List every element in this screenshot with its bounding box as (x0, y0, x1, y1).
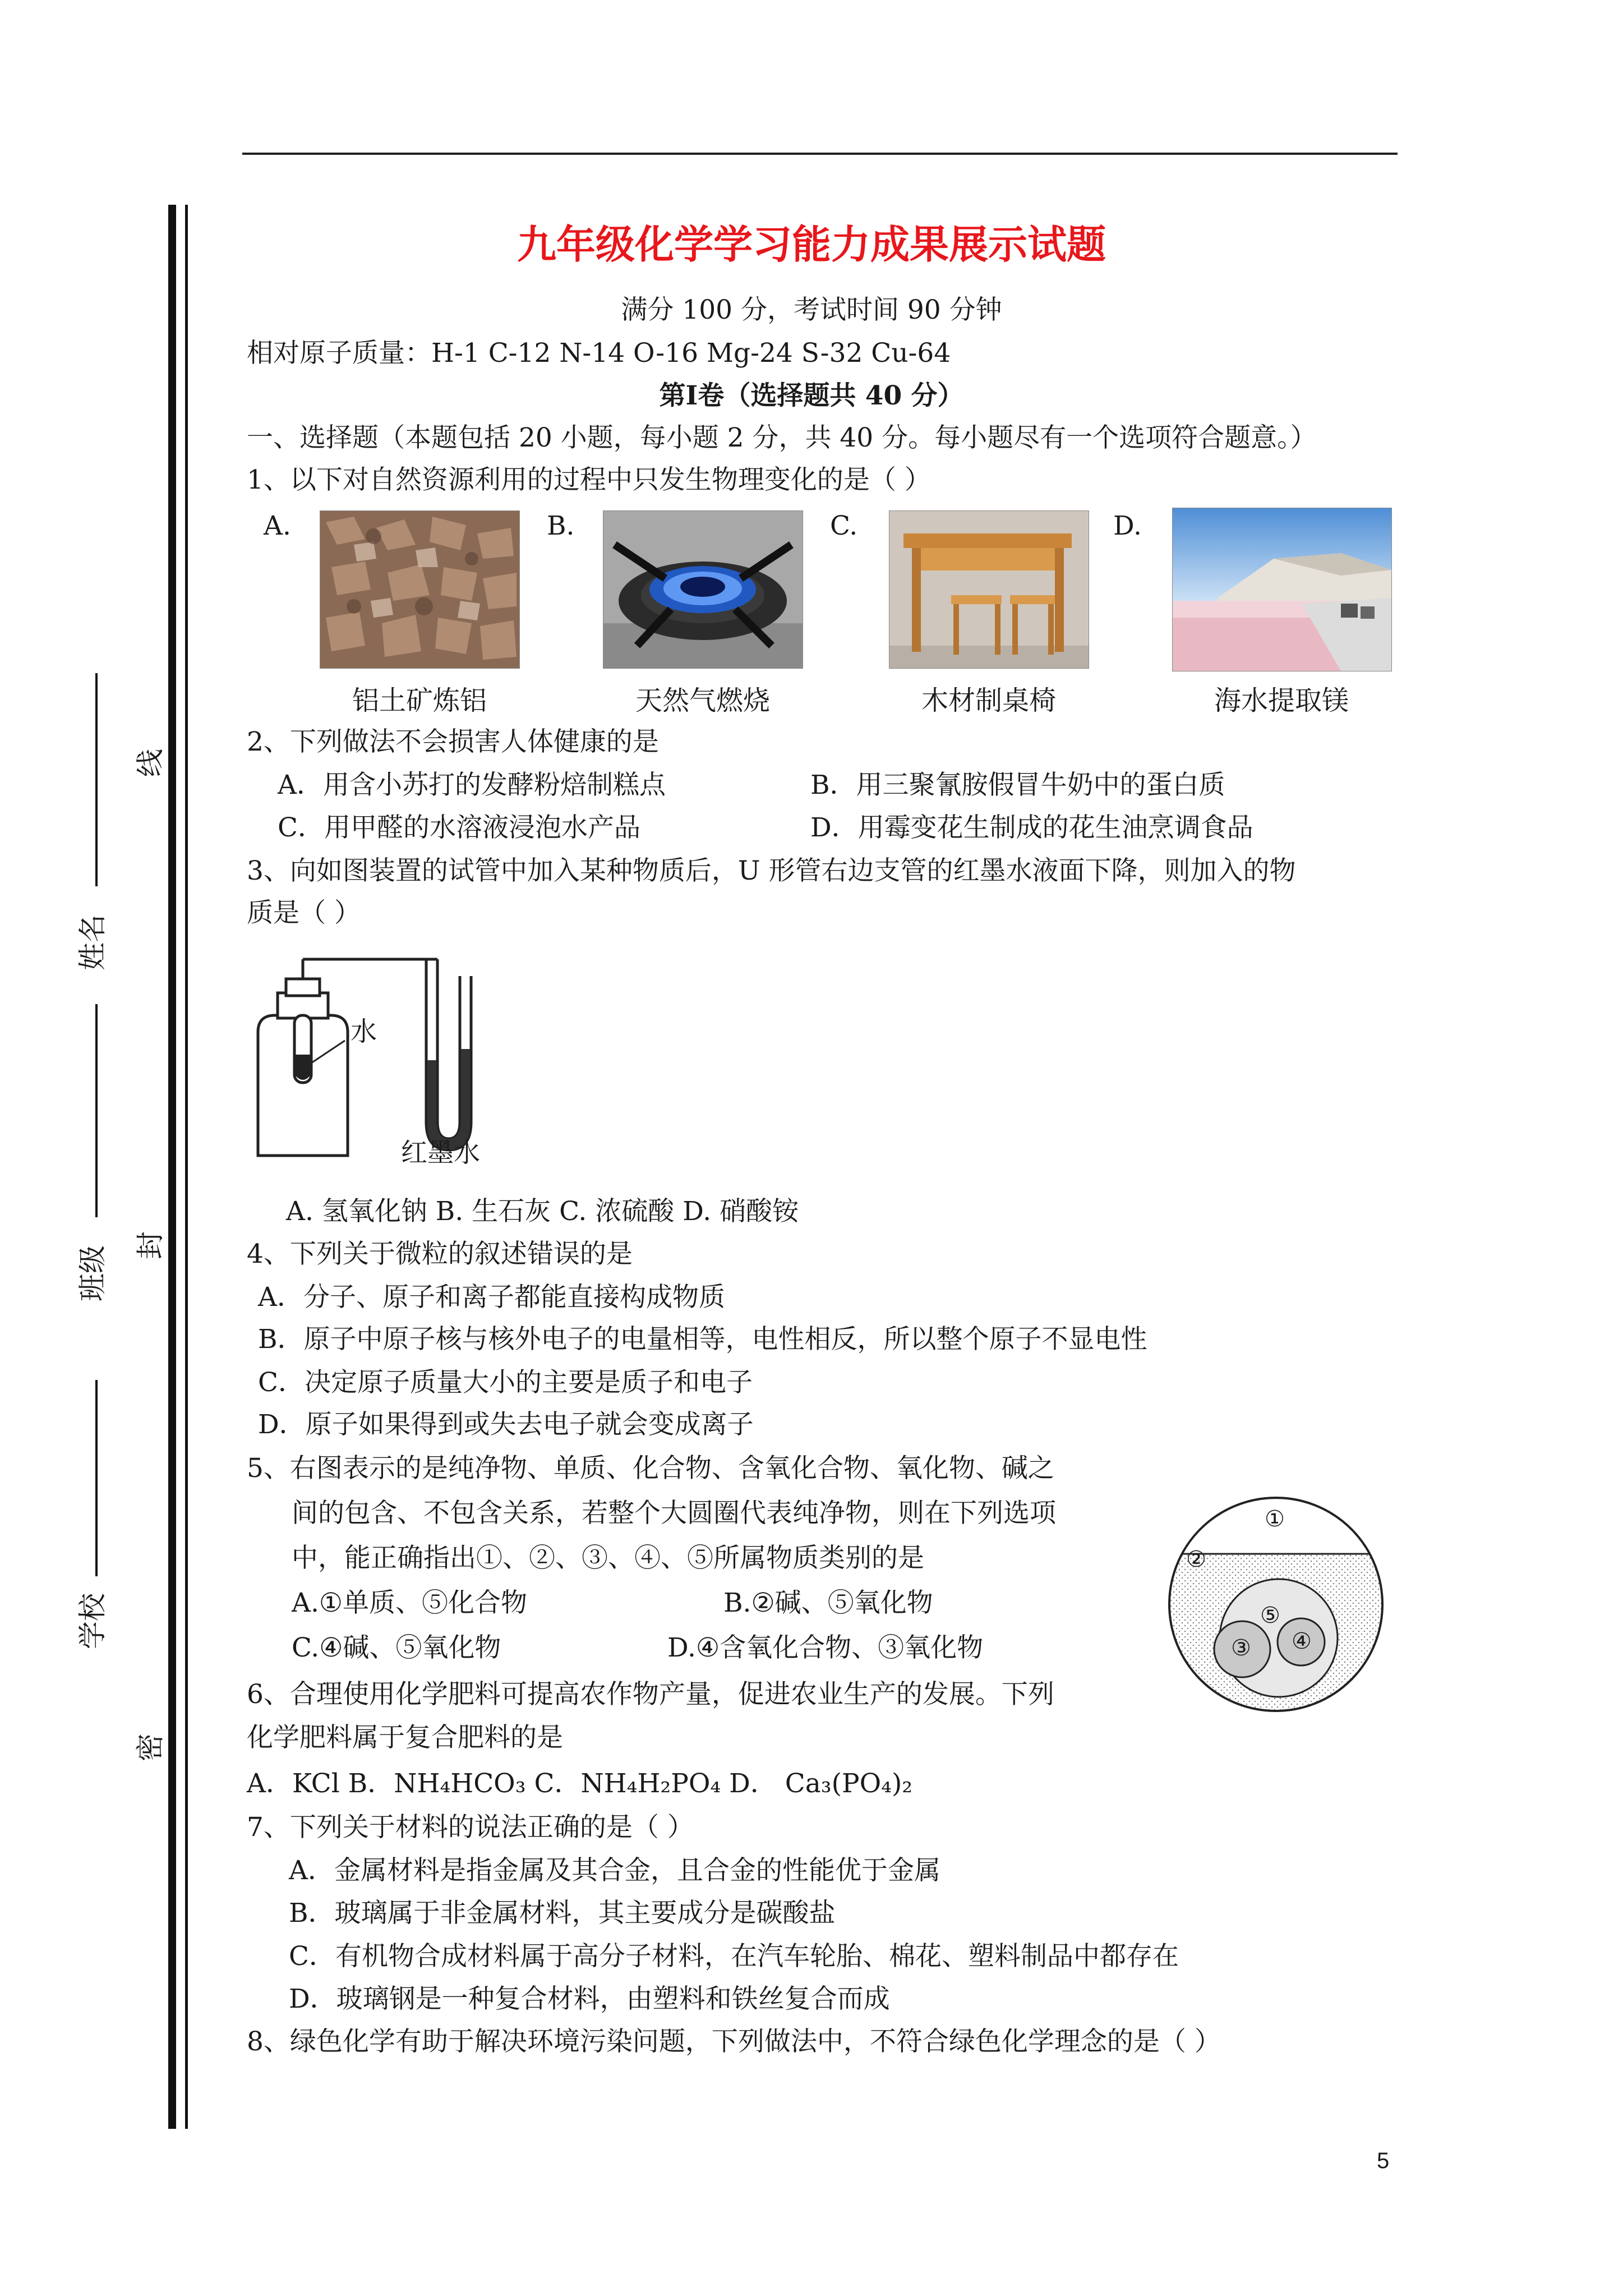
q1-caption-a: 铝土矿炼铝 (352, 685, 487, 716)
q7-option-a: A．金属材料是指金属及其合金，且合金的性能优于金属 (289, 1855, 940, 1886)
q4-option-c: C．决定原子质量大小的主要是质子和电子 (258, 1367, 753, 1398)
q1-option-a-letter: A. (264, 510, 291, 541)
section-title: 第Ⅰ卷（选择题共 40 分） (659, 380, 964, 411)
q3-stem-line1: 3、向如图装置的试管中加入某种物质后，U 形管右边支管的红墨水液面下降，则加入的物 (247, 855, 1296, 886)
q1-option-c-letter: C. (830, 510, 858, 541)
q7-option-c: C．有机物合成材料属于高分子材料，在汽车轮胎、棉花、塑料制品中都存在 (289, 1941, 1179, 1972)
q5-stem-line3: 中，能正确指出①、②、③、④、⑤所属物质类别的是 (292, 1543, 924, 1573)
q6-stem-line1: 6、合理使用化学肥料可提高农作物产量，促进农业生产的发展。下列 (247, 1679, 1054, 1710)
q3-label-red-ink: 红墨水 (401, 1138, 480, 1168)
header-rule (242, 153, 1398, 155)
q7-stem: 7、下列关于材料的说法正确的是（ ） (247, 1812, 694, 1843)
q4-option-a: A．分子、原子和离子都能直接构成物质 (258, 1282, 725, 1313)
seal-char: 封 (134, 1231, 167, 1259)
binding-rule-thick (168, 205, 176, 2129)
q6-stem-line2: 化学肥料属于复合肥料的是 (247, 1722, 563, 1753)
q5-stem-line1: 5、右图表示的是纯净物、单质、化合物、含氧化合物、氧化物、碱之 (247, 1453, 1054, 1484)
gas-flame-photo (603, 510, 803, 669)
q5-option-d: D.④含氧化合物、③氧化物 (667, 1632, 984, 1663)
q2-stem: 2、下列做法不会损害人体健康的是 (247, 726, 659, 757)
atomic-mass: 相对原子质量：H-1 C-12 N-14 O-16 Mg-24 S-32 Cu-64 (247, 338, 951, 369)
school-blank (95, 1380, 98, 1576)
q1-option-b-letter: B. (547, 510, 575, 541)
line-char: 线 (134, 749, 167, 777)
q4-option-d: D．原子如果得到或失去电子就会变成离子 (258, 1409, 754, 1440)
class-blank (95, 1004, 98, 1217)
q3-stem-line2: 质是（ ） (247, 898, 361, 928)
school-label: 学校 (76, 1593, 109, 1649)
q1-option-d-letter: D. (1113, 510, 1142, 541)
q5-stem-line2: 间的包含、不包含关系，若整个大圆圈代表纯净物，则在下列选项 (292, 1498, 1056, 1529)
diagram-label-2: ② (1186, 1547, 1206, 1572)
page-number: 5 (1377, 2148, 1390, 2173)
name-label: 姓名 (76, 914, 109, 970)
name-blank (95, 673, 98, 886)
diagram-label-3: ③ (1231, 1635, 1251, 1661)
q2-option-d: D．用霉变花生制成的花生油烹调食品 (810, 812, 1253, 843)
q4-stem: 4、下列关于微粒的叙述错误的是 (247, 1239, 633, 1269)
q5-option-a: A.①单质、⑤化合物 (292, 1588, 528, 1618)
q7-option-b: B．玻璃属于非金属材料，其主要成分是碳酸盐 (289, 1898, 836, 1929)
secret-char: 密 (134, 1733, 167, 1761)
salt-field-photo (1172, 508, 1392, 671)
class-label: 班级 (76, 1245, 109, 1301)
q1-stem: 1、以下对自然资源利用的过程中只发生物理变化的是（ ） (247, 464, 931, 495)
q2-option-b: B．用三聚氰胺假冒牛奶中的蛋白质 (810, 770, 1225, 800)
wooden-desk-photo (889, 510, 1089, 669)
q5-option-c: C.④碱、⑤氧化物 (292, 1632, 501, 1663)
q7-option-d: D．玻璃钢是一种复合材料，由塑料和铁丝复合而成 (289, 1984, 890, 2014)
diagram-label-5: ⑤ (1260, 1603, 1280, 1628)
diagram-label-1: ① (1265, 1506, 1285, 1532)
q1-caption-d: 海水提取镁 (1214, 685, 1349, 716)
q3-label-water: 水 (351, 1016, 377, 1047)
part-one-heading: 一、选择题（本题包括 20 小题，每小题 2 分，共 40 分。每小题尽有一个选项符合题意。） (247, 422, 1317, 453)
q4-option-b: B．原子中原子核与核外电子的电量相等，电性相反，所以整个原子不显电性 (258, 1324, 1147, 1355)
exam-title: 九年级化学学习能力成果展示试题 (517, 222, 1106, 268)
q3-options: A. 氢氧化钠 B. 生石灰 C. 浓硫酸 D. 硝酸铵 (286, 1196, 799, 1227)
diagram-label-4: ④ (1292, 1628, 1312, 1654)
q1-caption-c: 木材制桌椅 (921, 685, 1056, 716)
q1-caption-b: 天然气燃烧 (635, 685, 770, 716)
binding-rule-thin (185, 205, 188, 2129)
score-info: 满分 100 分，考试时间 90 分钟 (621, 295, 1002, 325)
q2-option-a: A．用含小苏打的发酵粉焙制糕点 (278, 770, 666, 800)
classification-circle-diagram (1155, 1495, 1402, 1719)
bauxite-photo (320, 510, 520, 669)
q5-option-b: B.②碱、⑤氧化物 (723, 1588, 933, 1618)
q2-option-c: C．用甲醛的水溶液浸泡水产品 (278, 812, 640, 843)
q6-options: A．KCl B．NH₄HCO₃ C．NH₄H₂PO₄ D． Ca₃(PO₄)₂ (247, 1768, 913, 1799)
q8-stem: 8、绿色化学有助于解决环境污染问题，下列做法中，不符合绿色化学理念的是（ ） (247, 2026, 1221, 2057)
